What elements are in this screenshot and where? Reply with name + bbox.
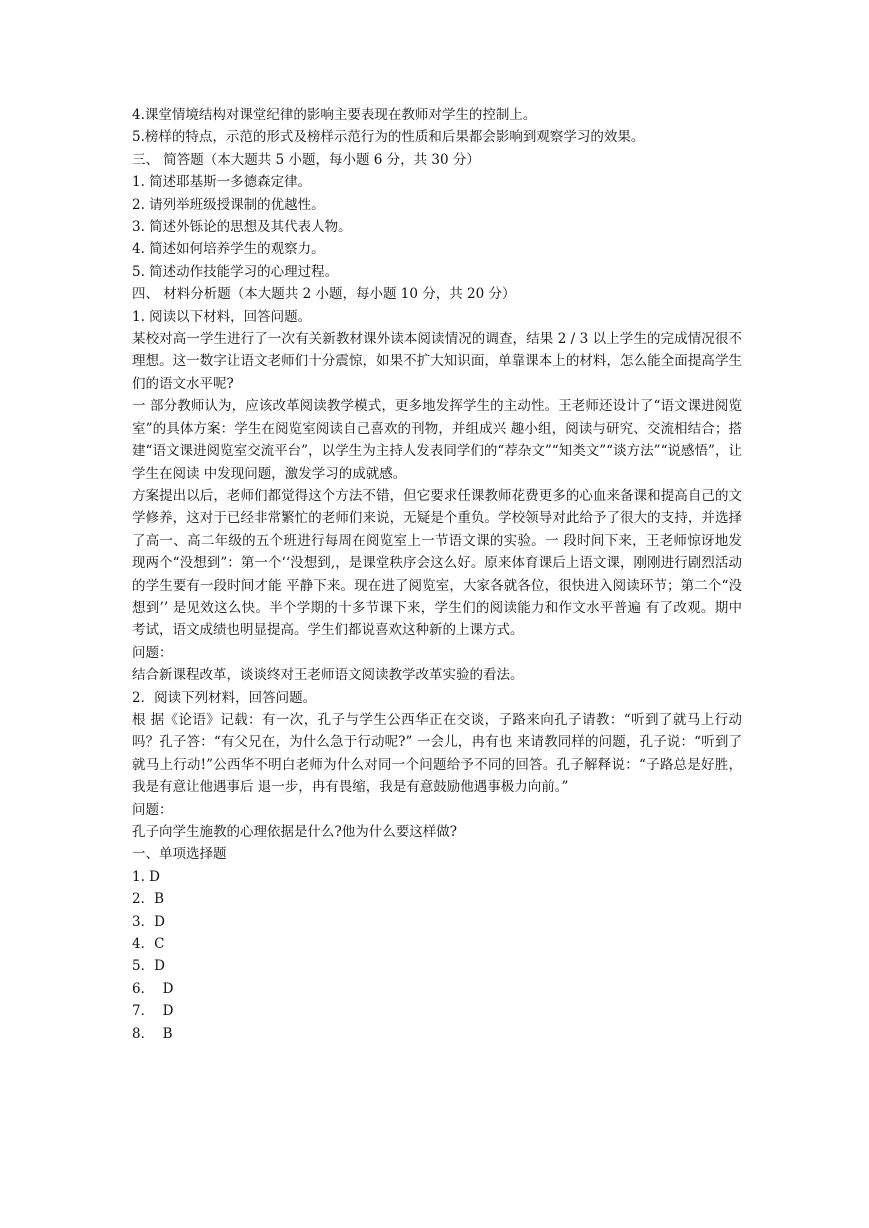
text-line: 5.榜样的特点，示范的形式及榜样示范行为的性质和后果都会影响到观察学习的效果。 — [132, 129, 645, 146]
material-heading: 2．阅读下列材料，回答问题。 — [132, 689, 317, 706]
question-text: 孔子向学生施教的心理依据是什么?他为什么要这样做? — [132, 824, 457, 840]
answer-item: 8． B — [132, 1025, 173, 1042]
question-item: 3. 简述外铄论的思想及其代表人物。 — [132, 219, 352, 236]
question-item: 4. 简述如何培养学生的观察力。 — [132, 241, 325, 258]
section-heading: 四、 材料分析题（本大题共 2 小题，每小题 10 分，共 20 分） — [132, 286, 516, 303]
answer-item: 5．D — [132, 958, 165, 975]
answers-heading: 一、单项选择题 — [132, 846, 227, 863]
answer-item: 4．C — [132, 936, 165, 953]
material-heading: 1. 阅读以下材料，回答问题。 — [132, 308, 312, 325]
answer-item: 2．B — [132, 891, 165, 908]
material-paragraph: 一 部分教师认为，应该改革阅读教学模式，更多地发挥学生的主动性。王老师还设计了“语文课进阅览室”的具体方案：学生在阅览室阅读自己喜欢的刊物，并组成兴 趣小组，阅读与研究、交流相结合；搭建“语文课进阅览室交流平台”，以学生为主持人发表同学们的“荐杂文”“知类文”“谈方法”“说感悟”，让学生在阅读 中发现问题，激发学习的成就感。 — [132, 398, 742, 482]
question-text: 结合新课程改革，谈谈终对王老师语文阅读教学改革实验的看法。 — [132, 667, 524, 684]
question-label: 问题： — [132, 801, 173, 818]
question-item: 1. 简述耶基斯一多德森定律。 — [132, 174, 312, 191]
material-paragraph: 方案提出以后，老师们都觉得这个方法不错，但它要求任课教师花费更多的心血来备课和提高自己的文学修养，这对于已经非常繁忙的老师们来说，无疑是个重负。学校领导对此给予了很大的支持，并选择了高一、高二年级的五个班进行每周在阅览室上一节语文课的实验。一 段时间下来，王老师惊讶地发现两个“没想到”：第一个‘‘没想到,，是课堂秩序会这么好。原来体育课后上语文课，刚刚进行剧烈活动的学生要有一段时间才能 平静下来。现在进了阅览室，大家各就各位，很快进入阅读环节；第二个“没想到’’ 是见效这么快。半个学期的十多节课下来，学生们的阅读能力和作文水平普遍 有了改观。期中考试，语文成绩也明显提高。学生们都说喜欢这种新的上课方式。 — [132, 487, 742, 639]
question-item: 2. 请列举班级授课制的优越性。 — [132, 196, 325, 213]
material-paragraph: 根 据《论语》记载：有一次，孔子与学生公西华正在交谈，子路来向孔子请教：“听到了就马上行动吗？孔子答：“有父兄在，为什么急于行动呢?” 一会儿，冉有也 来请教同样的问题，孔子说：“听到了就马上行动!”公西华不明白老师为什么对同一个问题给予不同的回答。孔子解释说：“子路总是好胜，我是有意让他遇事后 退一步，冉有畏缩，我是有意鼓励他遇事极力向前。” — [132, 711, 742, 796]
answer-item: 3．D — [132, 913, 165, 930]
text-line: 4.课堂情境结构对课堂纪律的影响主要表现在教师对学生的控制上。 — [132, 107, 537, 123]
question-label: 问题： — [132, 644, 173, 661]
answer-item: 6． D — [132, 980, 174, 997]
section-heading: 三、 简答题（本大题共 5 小题，每小题 6 分，共 30 分） — [132, 151, 480, 168]
answer-item: 1. D — [132, 868, 160, 885]
answer-item: 7． D — [132, 1003, 174, 1020]
material-paragraph: 某校对高一学生进行了一次有关新教材课外读本阅读情况的调查，结果 2 / 3 以上学生的完成情况很不理想。这一数字让语文老师们十分震惊，如果不扩大知识面，单靠课本上的材料，怎么能全面提高学生们的语文水平呢? — [132, 331, 742, 392]
question-item: 5. 简述动作技能学习的心理过程。 — [132, 263, 339, 280]
document-body — [132, 104, 742, 1045]
